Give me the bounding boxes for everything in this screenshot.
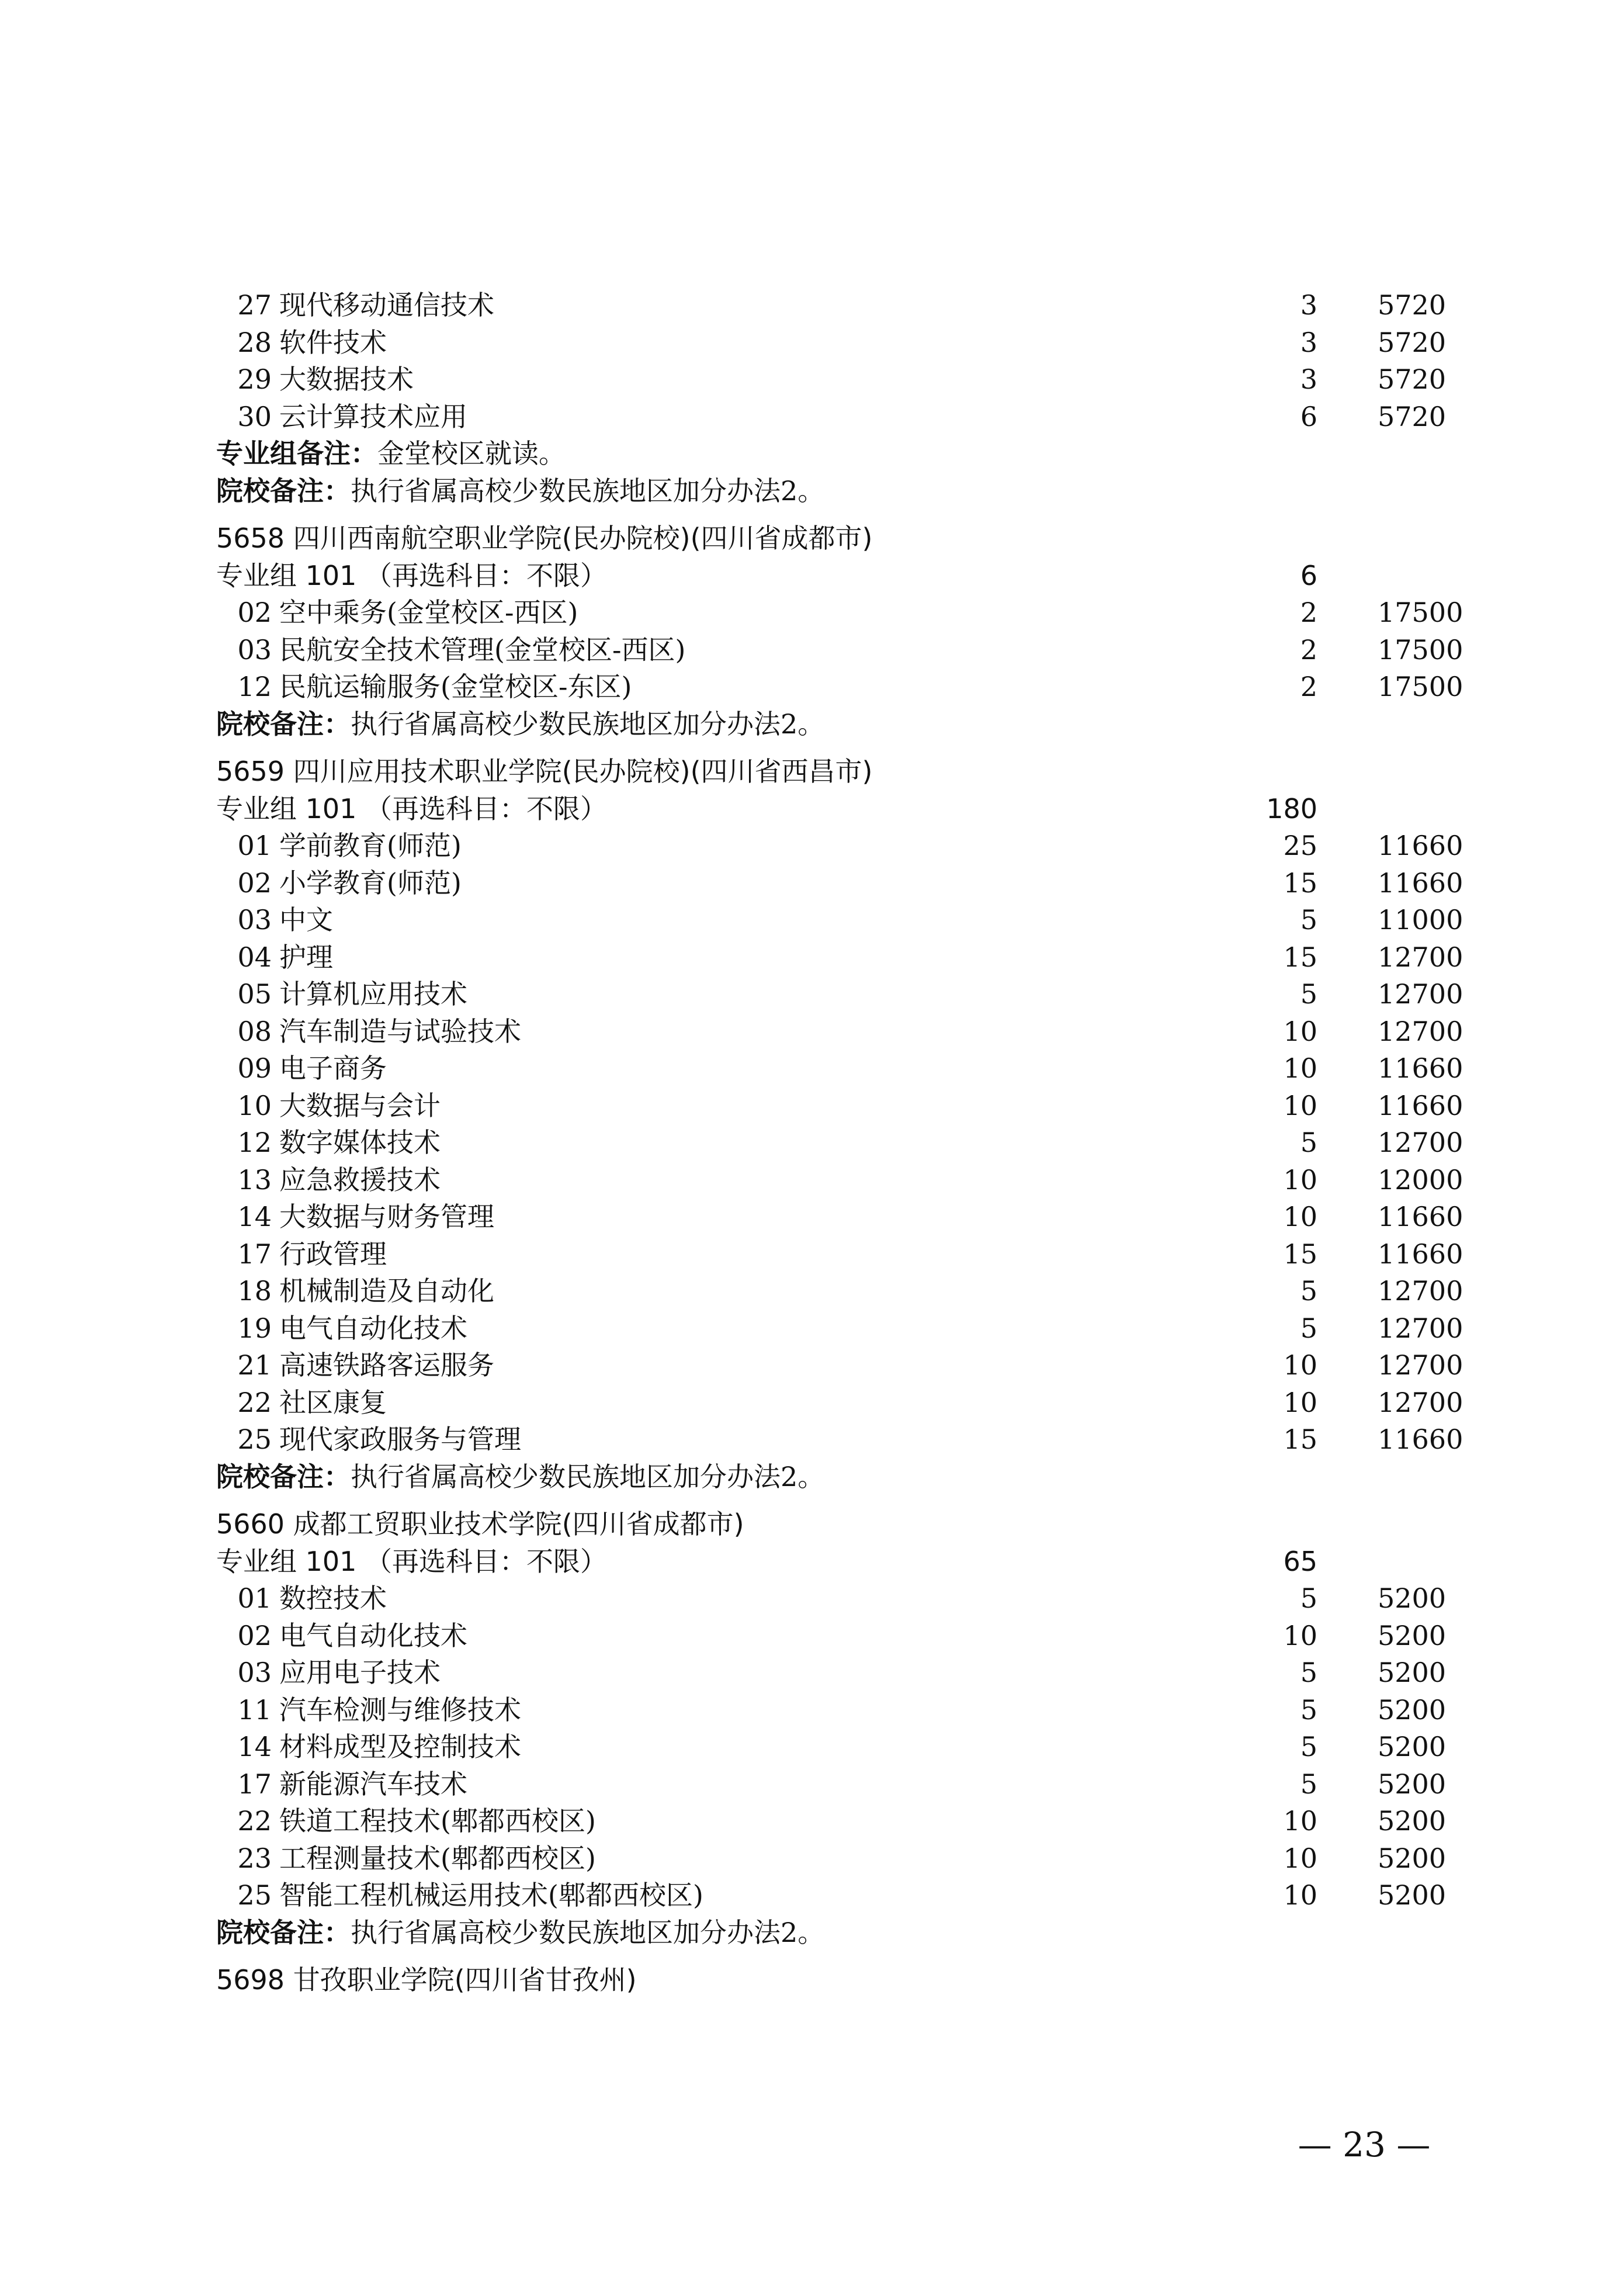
major-code: 19 <box>237 1313 272 1344</box>
major-name: 数字媒体技术 <box>279 1127 441 1158</box>
major-row <box>0 827 1623 864</box>
school-header <box>0 1505 1623 1543</box>
school-name: 5698 甘孜职业学院(四川省甘孜州) <box>216 1964 637 1996</box>
tuition-fee: 5200 <box>1378 1805 1447 1837</box>
plan-count: 10 <box>1283 1805 1317 1837</box>
major-code: 25 <box>237 1424 272 1455</box>
tuition-fee: 17500 <box>1378 597 1464 628</box>
major-name: 汽车制造与试验技术 <box>279 1016 521 1047</box>
major-code: 11 <box>237 1694 272 1726</box>
major-name: 工程测量技术(郫都西校区) <box>279 1843 596 1874</box>
major-name: 铁道工程技术(郫都西校区) <box>279 1805 596 1837</box>
major-name: 小学教育(师范) <box>279 867 462 899</box>
major-code: 17 <box>237 1238 272 1270</box>
tuition-fee: 11660 <box>1378 1424 1464 1455</box>
major-row <box>0 1691 1623 1729</box>
major-row <box>0 1840 1623 1877</box>
tuition-fee: 12700 <box>1378 1387 1464 1418</box>
tuition-fee: 12700 <box>1378 1016 1464 1047</box>
plan-count: 5 <box>1300 978 1317 1010</box>
major-code: 02 <box>237 867 272 899</box>
tuition-fee: 5200 <box>1378 1694 1447 1726</box>
remark-text: 执行省属高校少数民族地区加分办法2。 <box>351 1461 825 1492</box>
tuition-fee: 12700 <box>1378 1349 1464 1381</box>
major-name: 学前教育(师范) <box>279 830 462 861</box>
major-name: 高速铁路客运服务 <box>279 1349 494 1381</box>
major-row <box>0 901 1623 939</box>
remark-line <box>0 1914 1623 1951</box>
school-name: 5660 成都工贸职业技术学院(四川省成都市) <box>216 1508 744 1540</box>
major-name: 材料成型及控制技术 <box>279 1731 521 1762</box>
tuition-fee: 11660 <box>1378 1052 1464 1084</box>
major-name: 社区康复 <box>279 1387 387 1418</box>
major-code: 01 <box>237 830 272 861</box>
plan-count: 5 <box>1300 1768 1317 1800</box>
plan-count: 10 <box>1283 1349 1317 1381</box>
major-row <box>0 1876 1623 1914</box>
major-row <box>0 1198 1623 1235</box>
major-name: 护理 <box>279 941 333 973</box>
major-name: 智能工程机械运用技术(郫都西校区) <box>279 1879 703 1911</box>
major-code: 05 <box>237 978 272 1010</box>
plan-count: 3 <box>1300 363 1317 395</box>
page-number: — 23 — <box>1298 2125 1431 2165</box>
major-row <box>0 1124 1623 1161</box>
remark-label: 院校备注： <box>216 475 351 507</box>
major-name: 行政管理 <box>279 1238 387 1270</box>
tuition-fee: 12700 <box>1378 1313 1464 1344</box>
remark <box>216 705 824 743</box>
major-row <box>0 1384 1623 1421</box>
major-row <box>0 1235 1623 1273</box>
school-header <box>0 1961 1623 1999</box>
plan-count: 15 <box>1283 1238 1317 1270</box>
major-name: 汽车检测与维修技术 <box>279 1694 521 1726</box>
plan-count: 15 <box>1283 941 1317 973</box>
major-row <box>0 1050 1623 1087</box>
tuition-fee: 12000 <box>1378 1164 1464 1196</box>
major-name: 大数据与财务管理 <box>279 1201 494 1232</box>
tuition-fee: 12700 <box>1378 1127 1464 1158</box>
major-code: 18 <box>237 1275 272 1307</box>
plan-count: 2 <box>1300 597 1317 628</box>
major-name: 大数据与会计 <box>279 1090 441 1121</box>
major-name: 电子商务 <box>279 1052 387 1084</box>
plan-count: 10 <box>1283 1052 1317 1084</box>
major-code: 13 <box>237 1164 272 1196</box>
major-row <box>0 1272 1623 1310</box>
major-name: 应用电子技术 <box>279 1657 441 1688</box>
major-row <box>0 398 1623 435</box>
remark <box>216 1914 824 1951</box>
plan-count: 10 <box>1283 1164 1317 1196</box>
major-name: 空中乘务(金堂校区-西区) <box>279 597 578 628</box>
plan-count: 5 <box>1300 1127 1317 1158</box>
plan-count: 5 <box>1300 1657 1317 1688</box>
major-code: 10 <box>237 1090 272 1121</box>
plan-count: 10 <box>1283 1620 1317 1651</box>
major-row <box>0 594 1623 631</box>
major-row <box>0 975 1623 1013</box>
plan-count: 6 <box>1300 401 1317 432</box>
major-name: 民航安全技术管理(金堂校区-西区) <box>279 634 686 666</box>
plan-count: 5 <box>1300 1731 1317 1762</box>
school-name: 5659 四川应用技术职业学院(民办院校)(四川省西昌市) <box>216 756 873 787</box>
major-code: 02 <box>237 1620 272 1651</box>
major-row <box>0 1421 1623 1458</box>
tuition-fee: 5200 <box>1378 1582 1447 1614</box>
major-row <box>0 1654 1623 1691</box>
tuition-fee: 11000 <box>1378 904 1464 936</box>
major-row <box>0 1346 1623 1384</box>
major-code: 04 <box>237 941 272 973</box>
tuition-fee: 11660 <box>1378 830 1464 861</box>
major-name: 现代家政服务与管理 <box>279 1424 521 1455</box>
plan-count: 3 <box>1300 327 1317 358</box>
tuition-fee: 5200 <box>1378 1731 1447 1762</box>
major-name: 计算机应用技术 <box>279 978 467 1010</box>
plan-count: 10 <box>1283 1879 1317 1911</box>
major-row <box>0 1580 1623 1617</box>
major-row <box>0 1728 1623 1765</box>
major-code: 30 <box>237 401 272 432</box>
tuition-fee: 5200 <box>1378 1657 1447 1688</box>
major-group-header <box>0 557 1623 594</box>
major-name: 机械制造及自动化 <box>279 1275 494 1307</box>
tuition-fee: 5720 <box>1378 289 1447 321</box>
major-group-header <box>0 1543 1623 1580</box>
major-code: 09 <box>237 1052 272 1084</box>
major-group-header <box>0 790 1623 827</box>
major-name: 软件技术 <box>279 327 387 358</box>
group-plan-count: 180 <box>1266 793 1317 825</box>
major-code: 03 <box>237 1657 272 1688</box>
remark-line <box>0 705 1623 743</box>
major-row <box>0 324 1623 361</box>
major-name: 数控技术 <box>279 1582 387 1614</box>
major-code: 28 <box>237 327 272 358</box>
remark-text: 执行省属高校少数民族地区加分办法2。 <box>351 708 825 740</box>
major-code: 22 <box>237 1387 272 1418</box>
major-row <box>0 1161 1623 1199</box>
plan-count: 10 <box>1283 1843 1317 1874</box>
major-row <box>0 1310 1623 1347</box>
plan-count: 2 <box>1300 634 1317 666</box>
major-name: 应急救援技术 <box>279 1164 441 1196</box>
plan-count: 5 <box>1300 904 1317 936</box>
major-row <box>0 1087 1623 1124</box>
major-code: 29 <box>237 363 272 395</box>
major-row <box>0 864 1623 902</box>
group-plan-count: 65 <box>1283 1546 1317 1577</box>
major-row <box>0 939 1623 976</box>
school-name: 5658 四川西南航空职业学院(民办院校)(四川省成都市) <box>216 522 873 554</box>
major-row <box>0 286 1623 324</box>
tuition-fee: 5720 <box>1378 401 1447 432</box>
school-header <box>0 520 1623 557</box>
tuition-fee: 17500 <box>1378 671 1464 702</box>
major-row <box>0 1617 1623 1654</box>
tuition-fee: 12700 <box>1378 1275 1464 1307</box>
plan-count: 5 <box>1300 1275 1317 1307</box>
remark <box>216 435 566 472</box>
remark-line <box>0 1458 1623 1495</box>
major-code: 03 <box>237 904 272 936</box>
plan-count: 2 <box>1300 671 1317 702</box>
major-code: 17 <box>237 1768 272 1800</box>
tuition-fee: 5200 <box>1378 1620 1447 1651</box>
major-row <box>0 668 1623 705</box>
plan-count: 5 <box>1300 1694 1317 1726</box>
remark-text: 执行省属高校少数民族地区加分办法2。 <box>351 475 825 507</box>
major-name: 电气自动化技术 <box>279 1313 467 1344</box>
tuition-fee: 11660 <box>1378 867 1464 899</box>
major-code: 01 <box>237 1582 272 1614</box>
major-code: 03 <box>237 634 272 666</box>
plan-count: 10 <box>1283 1387 1317 1418</box>
tuition-fee: 5200 <box>1378 1768 1447 1800</box>
remark <box>216 1458 824 1495</box>
remark-line <box>0 435 1623 472</box>
remark-line <box>0 472 1623 510</box>
plan-count: 3 <box>1300 289 1317 321</box>
tuition-fee: 5200 <box>1378 1843 1447 1874</box>
major-code: 12 <box>237 1127 272 1158</box>
plan-count: 25 <box>1283 830 1317 861</box>
major-group-label: 专业组 101 （再选科目：不限） <box>216 1546 608 1577</box>
remark-label: 院校备注： <box>216 1917 351 1948</box>
tuition-fee: 17500 <box>1378 634 1464 666</box>
major-code: 25 <box>237 1879 272 1911</box>
major-code: 23 <box>237 1843 272 1874</box>
plan-count: 10 <box>1283 1016 1317 1047</box>
remark <box>216 472 824 510</box>
major-group-label: 专业组 101 （再选科目：不限） <box>216 793 608 825</box>
major-name: 新能源汽车技术 <box>279 1768 467 1800</box>
major-row <box>0 1013 1623 1050</box>
group-plan-count: 6 <box>1300 560 1317 591</box>
tuition-fee: 11660 <box>1378 1238 1464 1270</box>
plan-count: 5 <box>1300 1582 1317 1614</box>
remark-label: 院校备注： <box>216 1461 351 1492</box>
major-row <box>0 1802 1623 1840</box>
school-header <box>0 753 1623 790</box>
remark-text: 金堂校区就读。 <box>377 438 566 469</box>
plan-count: 5 <box>1300 1313 1317 1344</box>
plan-count: 10 <box>1283 1090 1317 1121</box>
major-name: 云计算技术应用 <box>279 401 467 432</box>
tuition-fee: 5720 <box>1378 363 1447 395</box>
major-group-label: 专业组 101 （再选科目：不限） <box>216 560 608 591</box>
major-code: 27 <box>237 289 272 321</box>
major-code: 22 <box>237 1805 272 1837</box>
major-name: 民航运输服务(金堂校区-东区) <box>279 671 632 702</box>
tuition-fee: 12700 <box>1378 941 1464 973</box>
major-row <box>0 1765 1623 1803</box>
plan-count: 15 <box>1283 867 1317 899</box>
plan-count: 15 <box>1283 1424 1317 1455</box>
major-code: 08 <box>237 1016 272 1047</box>
major-name: 大数据技术 <box>279 363 414 395</box>
tuition-fee: 12700 <box>1378 978 1464 1010</box>
tuition-fee: 5200 <box>1378 1879 1447 1911</box>
remark-text: 执行省属高校少数民族地区加分办法2。 <box>351 1917 825 1948</box>
major-row <box>0 361 1623 398</box>
major-code: 12 <box>237 671 272 702</box>
major-code: 21 <box>237 1349 272 1381</box>
tuition-fee: 11660 <box>1378 1090 1464 1121</box>
major-name: 电气自动化技术 <box>279 1620 467 1651</box>
major-name: 现代移动通信技术 <box>279 289 494 321</box>
plan-count: 10 <box>1283 1201 1317 1232</box>
tuition-fee: 5720 <box>1378 327 1447 358</box>
remark-label: 专业组备注： <box>216 438 377 469</box>
major-code: 14 <box>237 1731 272 1762</box>
major-code: 14 <box>237 1201 272 1232</box>
remark-label: 院校备注： <box>216 708 351 740</box>
major-row <box>0 631 1623 669</box>
major-code: 02 <box>237 597 272 628</box>
tuition-fee: 11660 <box>1378 1201 1464 1232</box>
major-name: 中文 <box>279 904 333 936</box>
